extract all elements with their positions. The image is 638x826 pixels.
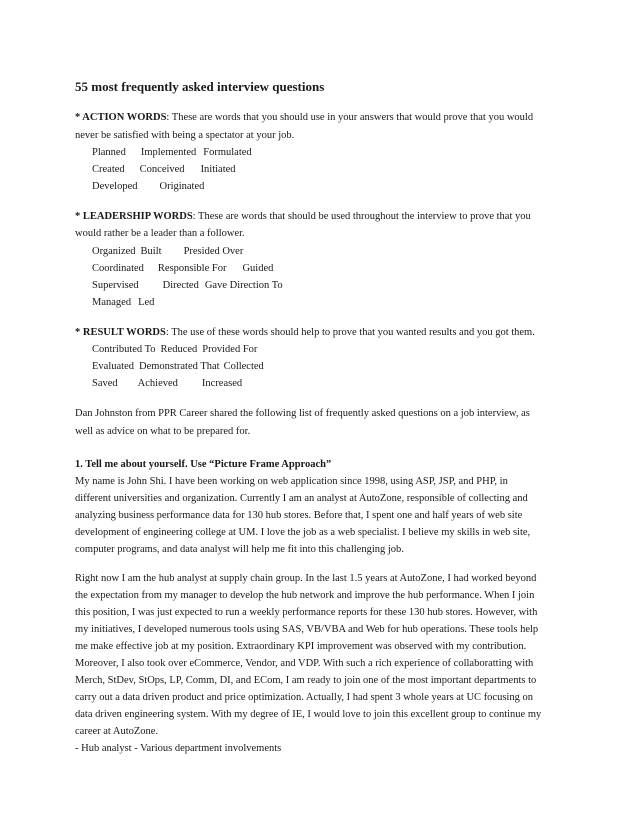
paragraph-line: carry out a data driven product and price optimization. Actually, I had spent 3 whole years at UC focusing on: [75, 692, 533, 703]
paragraph-line: computer programs, and data analyst will help me fit into this challenging job.: [75, 544, 404, 555]
paragraph-line: - Hub analyst - Various department involvements: [75, 743, 282, 754]
word: Achieved: [137, 378, 178, 389]
question-heading: 1. Tell me about yourself. Use “Picture Frame Approach”: [75, 459, 332, 470]
result-row-2: [92, 360, 264, 373]
word: Built: [140, 246, 162, 257]
leadership-words-intro: [75, 210, 531, 223]
paragraph-line: development of engineering college at UM. I love the job as a web specialist. I believe my skills in web site,: [75, 527, 531, 538]
word: Guided: [242, 263, 274, 274]
intro-line-1: Dan Johnston from PPR Career shared the following list of frequently asked questions on a job interview, as: [75, 408, 530, 419]
leadership-words-text-cont: would rather be a leader than a follower.: [75, 228, 245, 239]
result-words-label: * RESULT WORDS: [75, 327, 166, 338]
paragraph-line: data driven engineering system. With my degree of IE, I would love to join this excellent group to continue my: [75, 709, 542, 720]
action-row-2: [92, 163, 236, 176]
paragraph-line: the expectation from my manager to develop the hub network and improve the hub performance. When I join: [75, 590, 535, 601]
word: Reduced: [160, 344, 198, 355]
intro-line-2: well as advice on what to be prepared for.: [75, 426, 251, 437]
word: Conceived: [139, 164, 185, 175]
word: Developed: [92, 181, 138, 192]
leadership-words-text: : These are words that should be used throughout the interview to prove that you: [192, 211, 531, 222]
paragraph-line: this position, I was just expected to run a weekly performance reports for these 130 hub stores. However, with: [75, 607, 538, 618]
word: Initiated: [200, 164, 236, 175]
word: Demonstrated That: [138, 361, 220, 372]
result-row-1: [92, 343, 257, 356]
paragraph-line: different universities and organization. Currently I am an analyst at AutoZone, responsible of collecting and: [75, 493, 528, 504]
word: Contributed To: [92, 344, 156, 355]
result-words-intro: [75, 326, 535, 339]
word: Originated: [159, 181, 205, 192]
paragraph-line: me make effective job at my position. Extraordinary KPI improvement was observed with my contribution.: [75, 641, 527, 652]
paragraph-line: Moreover, I also took over eCommerce, Vendor, and VDP. With such a rich experience of collaboratting with: [75, 658, 534, 669]
word: Organized: [92, 246, 136, 257]
word: Responsible For: [157, 263, 227, 274]
action-words-label: * ACTION WORDS: [75, 112, 167, 123]
leadership-row-2: [92, 262, 273, 275]
leadership-row-1: [92, 245, 243, 258]
word: Presided Over: [183, 246, 244, 257]
word: Implemented: [140, 147, 197, 158]
result-row-3: [92, 377, 242, 390]
leadership-row-4: [92, 296, 154, 309]
word: Increased: [201, 378, 243, 389]
word: Managed: [92, 297, 132, 308]
paragraph-line: my initiatives, I developed numerous tools using SAS, VB/VBA and Web for hub operations. These tools help: [75, 624, 539, 635]
word: Saved: [92, 378, 118, 389]
word: Formulated: [203, 147, 252, 158]
word: Led: [138, 297, 155, 308]
action-words-text: : These are words that you should use in your answers that would prove that you would: [166, 112, 534, 123]
action-row-1: [92, 146, 252, 159]
action-words-intro: [75, 111, 533, 124]
word: Directed: [162, 280, 199, 291]
word: Provided For: [202, 344, 258, 355]
page-title: 55 most frequently asked interview questions: [75, 79, 325, 94]
paragraph-line: analyzing business performance data for 130 hub stores. Before that, I spent one and half years of web site: [75, 510, 523, 521]
paragraph-line: Merch, StDev, StOps, LP, Comm, DI, and ECom, I am ready to join one of the most important departments to: [75, 675, 537, 686]
word: Created: [92, 164, 125, 175]
word: Coordinated: [92, 263, 144, 274]
word: Collected: [223, 361, 264, 372]
leadership-words-label: * LEADERSHIP WORDS: [75, 211, 193, 222]
paragraph-line: Right now I am the hub analyst at supply chain group. In the last 1.5 years at AutoZone, I had worked beyond: [75, 573, 537, 584]
paragraph-line: career at AutoZone.: [75, 726, 159, 737]
word: Gave Direction To: [204, 280, 283, 291]
leadership-row-3: [92, 279, 283, 292]
result-words-text: : The use of these words should help to prove that you wanted results and you got them.: [165, 327, 535, 338]
word: Planned: [92, 147, 126, 158]
paragraph-line: My name is John Shi. I have been working on web application since 1998, using ASP, JSP, and PHP, in: [75, 476, 508, 487]
action-row-3: [92, 180, 204, 193]
word: Supervised: [92, 280, 139, 291]
action-words-text-cont: never be satisfied with being a spectator at your job.: [75, 130, 295, 141]
word: Evaluated: [92, 361, 134, 372]
